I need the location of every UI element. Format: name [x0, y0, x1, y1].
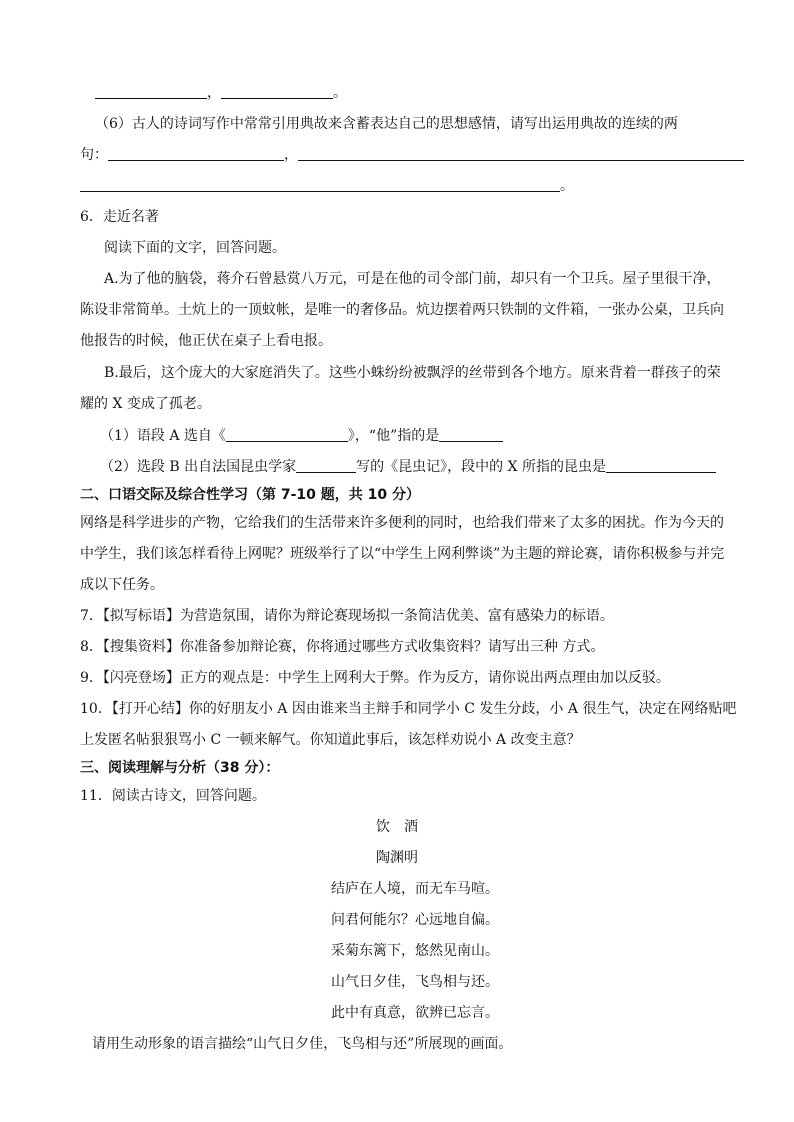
q5-part6-answer-line-2: [80, 177, 574, 195]
poem-author: 陶渊明: [376, 850, 418, 866]
q6-passage-a-line1: A.为了他的脑袋，蒋介石曾悬赏八万元，可是在他的司令部门前，却只有一个卫兵。屋子里很干净，: [104, 271, 721, 287]
q5-part6-text: （6）古人的诗词写作中常常引用典故来含蓄表达自己的思想感情，请写出运用典故的连续的两: [95, 116, 678, 132]
answer-blank[interactable]: [80, 177, 560, 192]
section2-intro-line2: 中学生，我们该怎样看待上网呢？班级举行了以“中学生上网利弊谈”为主题的辩论赛，请你积极参与并完: [80, 546, 725, 562]
answer-blank[interactable]: [108, 146, 284, 161]
section2-intro-line3: 成以下任务。: [80, 577, 164, 593]
section2-intro-line1: 网络是科学进步的产物，它给我们的生活带来许多便利的同时，也给我们带来了太多的困扰。作为今天的: [80, 515, 724, 531]
section3-heading: 三、阅读理解与分析（38 分）：: [80, 760, 280, 776]
answer-blank[interactable]: [298, 146, 744, 161]
section2-heading: 二、口语交际及综合性学习（第 7-10 题，共 10 分）: [80, 487, 421, 503]
question-11: 11．阅读古诗文，回答问题。: [80, 788, 266, 804]
sub2-prefix: （2）选段 B 出自法国昆虫学家: [100, 459, 297, 475]
question-8: 8．【搜集资料】你准备参加辩论赛，你将通过哪些方式收集资料？请写出三种 方式。: [80, 639, 605, 655]
q6-passage-b-line2: 耀的 X 变成了孤老。: [80, 396, 211, 412]
sub1-prefix: （1）语段 A 选自《: [100, 428, 226, 444]
q6-title: 6．走近名著: [80, 209, 159, 225]
answer-blank[interactable]: [221, 84, 333, 99]
label: 句：: [80, 147, 108, 163]
answer-blank[interactable]: [296, 458, 356, 473]
period: 。: [333, 85, 347, 101]
q6-sub1: [100, 427, 503, 445]
q5-part6-answer-line: [80, 146, 744, 164]
answer-blank[interactable]: [439, 427, 503, 442]
q6-passage-b-line1: B.最后，这个庞大的大家庭消失了。这些小蛛纷纷被飘浮的丝带到各个地方。原来背着一群孩子的荣: [104, 365, 721, 381]
separator: ，: [207, 85, 221, 101]
sub1-middle: 》，“他”指的是: [347, 428, 440, 444]
separator: ，: [284, 147, 298, 163]
q5-answer-line: [95, 84, 347, 102]
answer-blank[interactable]: [606, 458, 716, 473]
sub2-middle: 写的《昆虫记》，段中的 X 所指的昆虫是: [356, 459, 606, 475]
q6-intro: 阅读下面的文字，回答问题。: [104, 240, 286, 256]
period: 。: [560, 178, 574, 194]
poem-line: 山气日夕佳，飞鸟相与还。: [331, 974, 499, 990]
answer-blank[interactable]: [95, 84, 207, 99]
q6-passage-a-line2: 陈设非常简单。土炕上的一顶蚊帐，是唯一的奢侈品。炕边摆着两只铁制的文件箱，一张办公桌，卫兵向: [80, 302, 724, 318]
question-11-task: 请用生动形象的语言描绘“山气日夕佳，飞鸟相与还”所展现的画面。: [92, 1036, 513, 1052]
question-7: 7．【拟写标语】为营造氛围，请你为辩论赛现场拟一条简洁优美、富有感染力的标语。: [80, 608, 614, 624]
question-10-line1: 10．【打开心结】你的好朋友小 A 因由谁来当主辩手和同学小 C 发生分歧，小 A 很生气，决定在网络贴吧: [80, 701, 737, 717]
q6-sub2: [100, 458, 716, 476]
answer-blank[interactable]: [226, 427, 348, 442]
question-9: 9．【闪亮登场】正方的观点是：中学生上网利大于弊。作为反方，请你说出两点理由加以反驳。: [80, 670, 670, 686]
poem-line: 问君何能尔？心远地自偏。: [331, 912, 499, 928]
poem-line: 采菊东篱下，悠然见南山。: [331, 943, 499, 959]
poem-title: 饮 酒: [376, 819, 418, 835]
poem-line: 结庐在人境，而无车马喧。: [331, 881, 499, 897]
question-10-line2: 上发匿名帖狠狠骂小 C 一顿来解气。你知道此事后，该怎样劝说小 A 改变主意？: [80, 732, 581, 748]
poem-line: 此中有真意，欲辨已忘言。: [331, 1005, 499, 1021]
q6-passage-a-line3: 他报告的时候，他正伏在桌子上看电报。: [80, 333, 332, 349]
